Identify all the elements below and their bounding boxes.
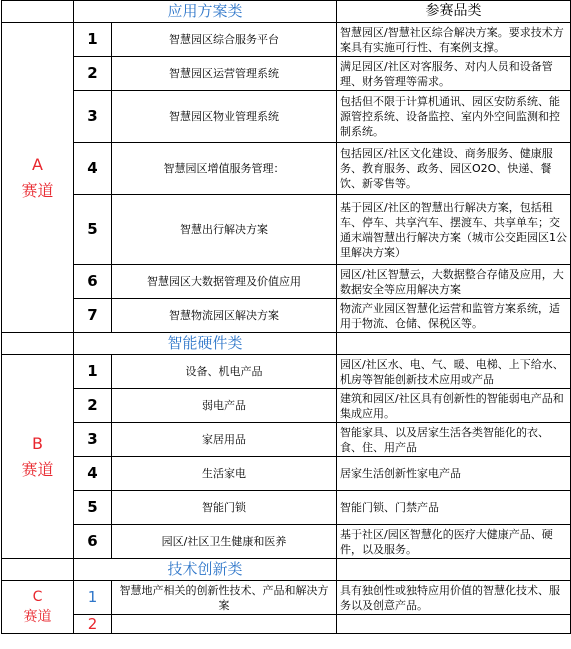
table-row <box>2 143 571 195</box>
table-row <box>2 23 571 57</box>
row-desc: 智能门锁、门禁产品 <box>337 491 571 525</box>
zone-b-track: 赛道 <box>21 459 54 479</box>
zone-a-label <box>2 23 74 333</box>
row-desc: 包括园区/社区文化建设、商务服务、健康服务、教育服务、政务、园区O2O、快递、餐饮、新零售等。 <box>337 143 571 195</box>
category-empty-cell <box>2 333 74 355</box>
row-name: 智慧地产相关的创新性技术、产品和解决方案 <box>112 581 337 615</box>
row-number: 2 <box>74 389 112 423</box>
category-application: 应用方案类 <box>74 1 337 23</box>
row-name: 智慧园区物业管理系统 <box>112 91 337 143</box>
row-desc: 基于园区/社区的智慧出行解决方案，包括租车、停车、共享汽车、摆渡车、共享单车；交通末端智慧出行解决方案（城市公交距园区1公里解决方案） <box>337 195 571 265</box>
row-number: 2 <box>74 615 112 634</box>
row-name: 园区/社区卫生健康和医养 <box>112 525 337 559</box>
row-desc: 满足园区/社区对客服务、对内人员和设备管理、财务管理等需求。 <box>337 57 571 91</box>
table-row <box>2 389 571 423</box>
zone-b-letter: B <box>32 433 43 453</box>
table-row <box>2 525 571 559</box>
category-empty-cell <box>2 559 74 581</box>
row-name: 设备、机电产品 <box>112 355 337 389</box>
row-name: 智慧园区大数据管理及价值应用 <box>112 265 337 299</box>
zone-c-letter: C <box>32 589 43 605</box>
row-desc: 包括但不限于计算机通讯、园区安防系统、能源管控系统、设备监控、室内外空间监测和控制系统。 <box>337 91 571 143</box>
row-number: 7 <box>74 299 112 333</box>
row-number: 1 <box>74 355 112 389</box>
zone-c-track: 赛道 <box>23 609 52 625</box>
category-hardware: 智能硬件类 <box>74 333 337 355</box>
row-name: 智慧园区综合服务平台 <box>112 23 337 57</box>
category-empty-cell <box>337 559 571 581</box>
row-desc: 物流产业园区智慧化运营和监管方案系统，适用于物流、仓储、保税区等。 <box>337 299 571 333</box>
row-number: 6 <box>74 525 112 559</box>
row-name: 生活家电 <box>112 457 337 491</box>
zone-a-letter: A <box>32 154 43 174</box>
table-row <box>2 265 571 299</box>
reference-header: 参赛品类 <box>337 1 571 23</box>
row-name: 智慧物流园区解决方案 <box>112 299 337 333</box>
row-name: 智能门锁 <box>112 491 337 525</box>
table-row <box>2 491 571 525</box>
row-desc: 智能家具、以及居家生活各类智能化的衣、食、住、用产品 <box>337 423 571 457</box>
row-desc: 建筑和园区/社区具有创新性的智能弱电产品和集成应用。 <box>337 389 571 423</box>
row-number: 4 <box>74 143 112 195</box>
table-row <box>2 423 571 457</box>
row-desc: 园区/社区智慧云，大数据整合存储及应用，大数据安全等应用解决方案 <box>337 265 571 299</box>
row-desc: 具有独创性或独特应用价值的智慧化技术、服务以及创意产品。 <box>337 581 571 615</box>
row-name <box>112 615 337 634</box>
table-row <box>2 615 571 634</box>
table-row <box>2 57 571 91</box>
row-desc: 智慧园区/智慧社区综合解决方案。要求技术方案具有实施可行性、有案例支撑。 <box>337 23 571 57</box>
row-number: 1 <box>74 23 112 57</box>
header-empty-cell <box>2 1 74 23</box>
table-row <box>2 457 571 491</box>
row-desc: 居家生活创新性家电产品 <box>337 457 571 491</box>
table-row <box>2 195 571 265</box>
row-number: 5 <box>74 195 112 265</box>
row-name: 弱电产品 <box>112 389 337 423</box>
zone-b-label <box>2 355 74 559</box>
row-name: 智慧园区运营管理系统 <box>112 57 337 91</box>
category-empty-cell <box>337 333 571 355</box>
row-name: 家居用品 <box>112 423 337 457</box>
row-name: 智慧园区增值服务管理： <box>112 143 337 195</box>
category-row <box>2 333 571 355</box>
table-row <box>2 91 571 143</box>
row-desc <box>337 615 571 634</box>
table-row <box>2 581 571 615</box>
row-desc: 基于社区/园区智慧化的医疗大健康产品、硬件，以及服务。 <box>337 525 571 559</box>
row-number: 5 <box>74 491 112 525</box>
table-row <box>2 355 571 389</box>
row-number: 1 <box>74 581 112 615</box>
header-row <box>2 1 571 23</box>
row-number: 3 <box>74 423 112 457</box>
competition-table <box>1 0 571 634</box>
row-name: 智慧出行解决方案 <box>112 195 337 265</box>
zone-a-track: 赛道 <box>21 180 54 200</box>
category-row <box>2 559 571 581</box>
row-number: 6 <box>74 265 112 299</box>
zone-c-label <box>2 581 74 634</box>
row-number: 3 <box>74 91 112 143</box>
row-desc: 园区/社区水、电、气、暖、电梯、上下给水、机房等智能创新技术应用或产品 <box>337 355 571 389</box>
row-number: 2 <box>74 57 112 91</box>
category-technology: 技术创新类 <box>74 559 337 581</box>
row-number: 4 <box>74 457 112 491</box>
table-row <box>2 299 571 333</box>
